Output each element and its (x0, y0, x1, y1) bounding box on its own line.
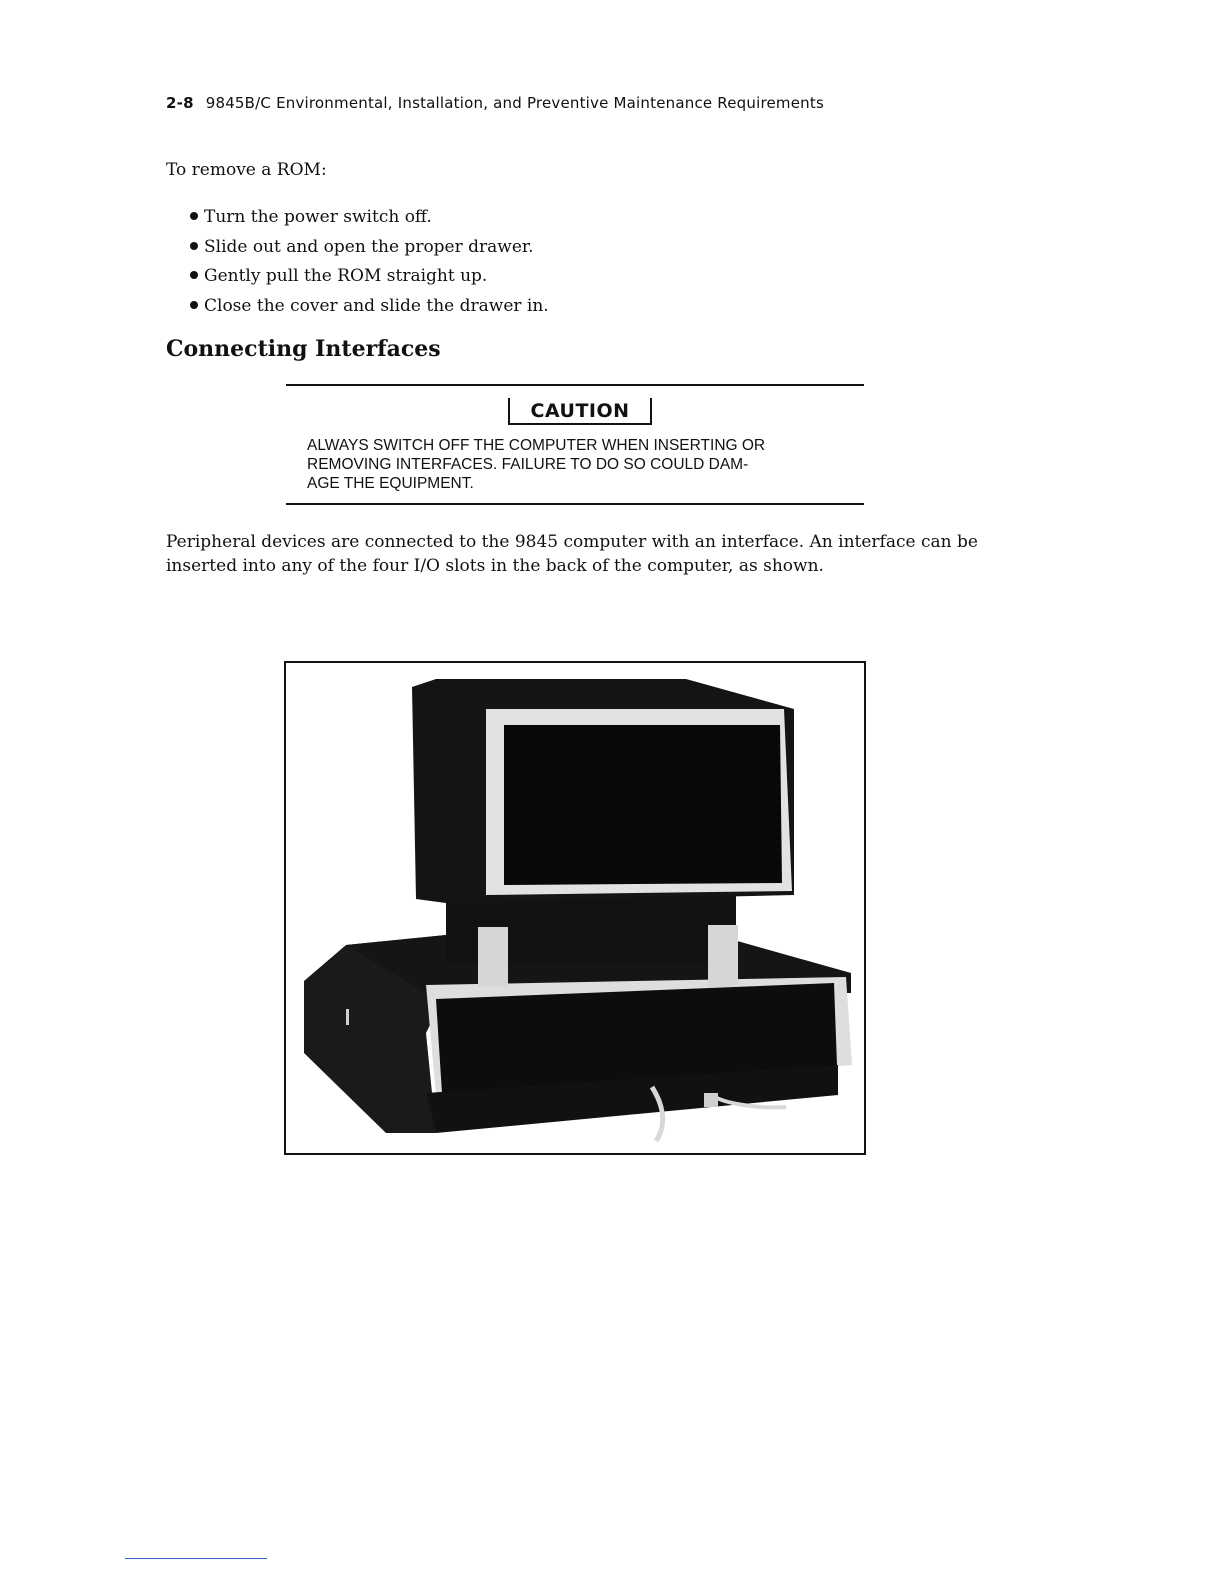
rom-removal-steps (190, 206, 549, 324)
list-item (190, 236, 549, 266)
computer-illustration (286, 663, 864, 1153)
page-number: 2-8 (166, 94, 194, 112)
caution-line: AGE THE EQUIPMENT. (307, 475, 474, 492)
paragraph-line: Peripheral devices are connected to the 9845 computer with an interface. An interface can be (166, 532, 978, 552)
intro-text: To remove a ROM: (166, 160, 327, 180)
step-text: Gently pull the ROM straight up. (204, 266, 488, 286)
footnote-rule (125, 1558, 267, 1559)
caution-text (307, 436, 847, 493)
caution-line: ALWAYS SWITCH OFF THE COMPUTER WHEN INSERTING OR (307, 437, 766, 454)
bullet-icon (190, 271, 198, 279)
step-text: Slide out and open the proper drawer. (204, 236, 534, 257)
caution-label: CAUTION (508, 398, 652, 425)
list-item (190, 206, 549, 236)
monitor-screen (504, 725, 782, 885)
bullet-icon (190, 212, 198, 220)
step-text: Turn the power switch off. (204, 207, 432, 227)
bullet-icon (190, 242, 198, 250)
side-slot (346, 1009, 349, 1025)
interface-connector (704, 1093, 718, 1107)
left-pillar (478, 927, 508, 987)
right-pillar (708, 925, 738, 987)
caution-box (286, 384, 864, 505)
list-item (190, 295, 549, 325)
bullet-icon (190, 301, 198, 309)
caution-line: REMOVING INTERFACES. FAILURE TO DO SO COULD DAM- (307, 456, 749, 473)
list-item (190, 265, 549, 295)
section-heading: Connecting Interfaces (166, 336, 441, 362)
body-paragraph (166, 530, 996, 578)
running-title: 9845B/C Environmental, Installation, and Preventive Maintenance Requirements (205, 94, 824, 112)
computer-photo-figure (284, 661, 866, 1155)
step-text: Close the cover and slide the drawer in. (204, 295, 549, 316)
paragraph-line: inserted into any of the four I/O slots in the back of the computer, as shown. (166, 556, 824, 576)
running-header (166, 94, 824, 112)
